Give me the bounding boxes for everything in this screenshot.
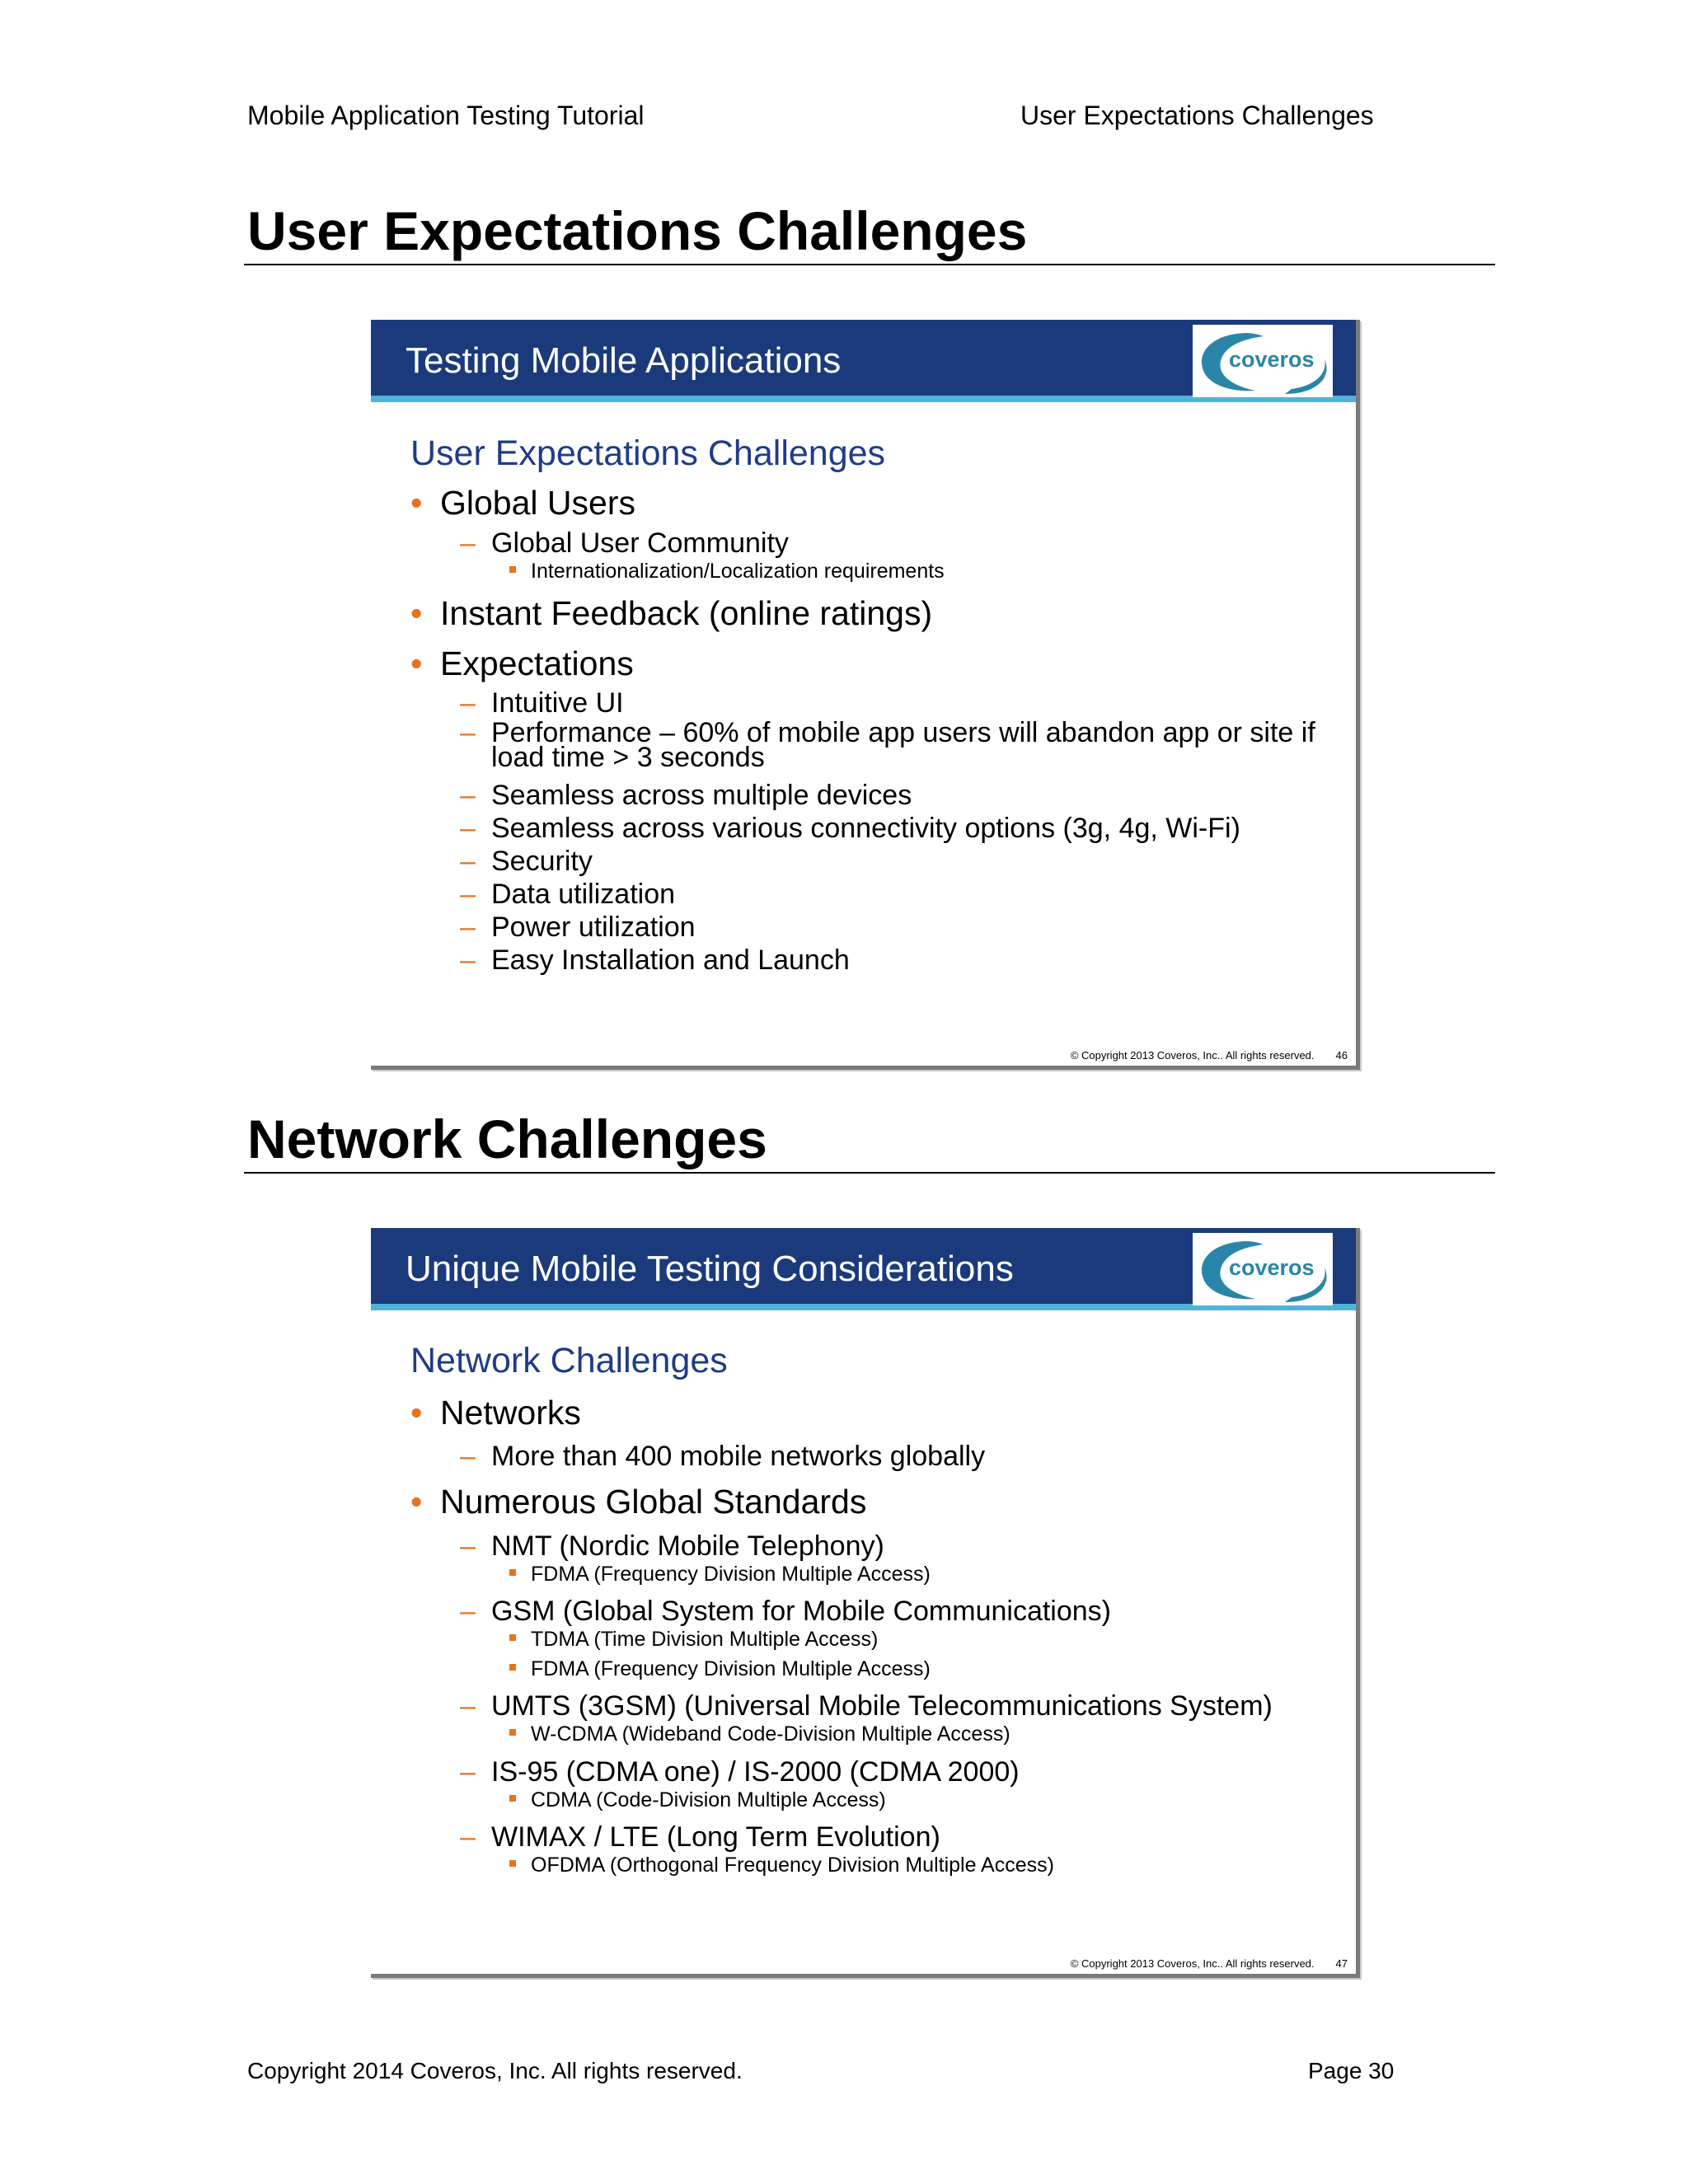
bullet-level2: – Security — [460, 846, 593, 877]
bullet-level1: • Expectations — [410, 644, 634, 682]
bullet-level1: • Networks — [410, 1394, 581, 1432]
square-bullet-icon — [509, 1634, 516, 1641]
bullet-level1: • Numerous Global Standards — [410, 1483, 867, 1521]
section-rule — [244, 1172, 1495, 1174]
square-bullet-icon — [509, 1860, 516, 1867]
bullet-level2: – GSM (Global System for Mobile Communications) — [460, 1596, 1112, 1627]
square-bullet-icon — [509, 1569, 516, 1576]
slide-subtitle: Network Challenges — [410, 1341, 728, 1380]
slide-46 — [371, 320, 1360, 1070]
bullet-level1: • Global Users — [410, 484, 635, 522]
dash-icon: – — [460, 780, 476, 811]
coveros-logo — [1193, 1233, 1333, 1305]
bullet-level2: – UMTS (3GSM) (Universal Mobile Telecommunications System) — [460, 1690, 1273, 1722]
bullet-level2: – Seamless across multiple devices — [460, 780, 912, 811]
bullet-level3: OFDMA (Orthogonal Frequency Division Multiple Access) — [509, 1853, 1054, 1877]
bullet-level3: Internationalization/Localization requirements — [509, 559, 945, 583]
bullet-dot-icon: • — [410, 594, 423, 632]
bullet-dot-icon: • — [410, 1483, 423, 1521]
bullet-dot-icon: • — [410, 484, 423, 522]
page-header-left: Mobile Application Testing Tutorial — [247, 101, 645, 130]
bullet-level2: – Easy Installation and Launch — [460, 944, 850, 976]
slide-header-band — [371, 320, 1356, 402]
coveros-logo-icon — [1193, 1233, 1333, 1305]
slide-copyright: © Copyright 2013 Coveros, Inc.. All rights reserved. — [1070, 1049, 1315, 1062]
bullet-level2: – Performance – 60% of mobile app users will abandon app or site if load time > 3 seconds — [460, 717, 1315, 773]
slide-subtitle: User Expectations Challenges — [410, 434, 886, 473]
logo-text: coveros — [1229, 1255, 1315, 1280]
bullet-level2: – IS-95 (CDMA one) / IS-2000 (CDMA 2000) — [460, 1756, 1020, 1788]
dash-icon: – — [460, 1690, 476, 1722]
logo-text: coveros — [1229, 347, 1315, 372]
bullet-level2: – Seamless across various connectivity options (3g, 4g, Wi-Fi) — [460, 813, 1240, 844]
dash-icon: – — [460, 527, 476, 559]
page-number: Page 30 — [1308, 2058, 1395, 2083]
slide-number: 47 — [1335, 1957, 1348, 1970]
bullet-level2: – Intuitive UI — [460, 687, 624, 719]
dash-icon: – — [460, 717, 476, 748]
section-title: Network Challenges — [247, 1108, 767, 1169]
bullet-dot-icon: • — [410, 644, 423, 682]
dash-icon: – — [460, 879, 476, 910]
bullet-dot-icon: • — [410, 1394, 423, 1432]
square-bullet-icon — [509, 1795, 516, 1802]
bullet-level2: – More than 400 mobile networks globally — [460, 1441, 986, 1472]
bullet-level3: FDMA (Frequency Division Multiple Access) — [509, 1562, 931, 1586]
page-header-right: User Expectations Challenges — [1020, 101, 1374, 130]
slide-footer — [1049, 1957, 1348, 1971]
bullet-level2: – Global User Community — [460, 527, 789, 559]
slide-number: 46 — [1335, 1049, 1348, 1062]
bullet-level2: – Power utilization — [460, 912, 696, 943]
dash-icon: – — [460, 1596, 476, 1627]
dash-icon: – — [460, 1530, 476, 1562]
slide-header-band — [371, 1228, 1356, 1310]
square-bullet-icon — [509, 1729, 516, 1736]
bullet-level2: – WIMAX / LTE (Long Term Evolution) — [460, 1821, 940, 1853]
coveros-logo-icon — [1193, 325, 1333, 397]
slide-band-title: Unique Mobile Testing Considerations — [406, 1249, 1014, 1289]
section-rule — [244, 264, 1495, 265]
square-bullet-icon — [509, 566, 516, 573]
dash-icon: – — [460, 846, 476, 877]
bullet-level2: – NMT (Nordic Mobile Telephony) — [460, 1530, 884, 1562]
dash-icon: – — [460, 912, 476, 943]
coveros-logo — [1193, 325, 1333, 397]
slide-copyright: © Copyright 2013 Coveros, Inc.. All rights reserved. — [1070, 1957, 1315, 1970]
slide-47 — [371, 1228, 1360, 1978]
square-bullet-icon — [509, 1664, 516, 1671]
section-title: User Expectations Challenges — [247, 200, 1028, 261]
bullet-level3: CDMA (Code-Division Multiple Access) — [509, 1788, 886, 1812]
bullet-level1: • Instant Feedback (online ratings) — [410, 594, 933, 632]
dash-icon: – — [460, 944, 476, 976]
page-footer-copyright: Copyright 2014 Coveros, Inc. All rights reserved. — [247, 2058, 743, 2083]
dash-icon: – — [460, 1821, 476, 1853]
bullet-level3: W-CDMA (Wideband Code-Division Multiple Access) — [509, 1722, 1010, 1746]
bullet-level3: FDMA (Frequency Division Multiple Access) — [509, 1657, 931, 1681]
slide-footer — [1049, 1049, 1348, 1062]
slide-band-title: Testing Mobile Applications — [406, 340, 842, 381]
dash-icon: – — [460, 687, 476, 719]
dash-icon: – — [460, 1756, 476, 1788]
bullet-level2: – Data utilization — [460, 879, 676, 910]
dash-icon: – — [460, 1441, 476, 1472]
bullet-level3: TDMA (Time Division Multiple Access) — [509, 1627, 878, 1652]
dash-icon: – — [460, 813, 476, 844]
